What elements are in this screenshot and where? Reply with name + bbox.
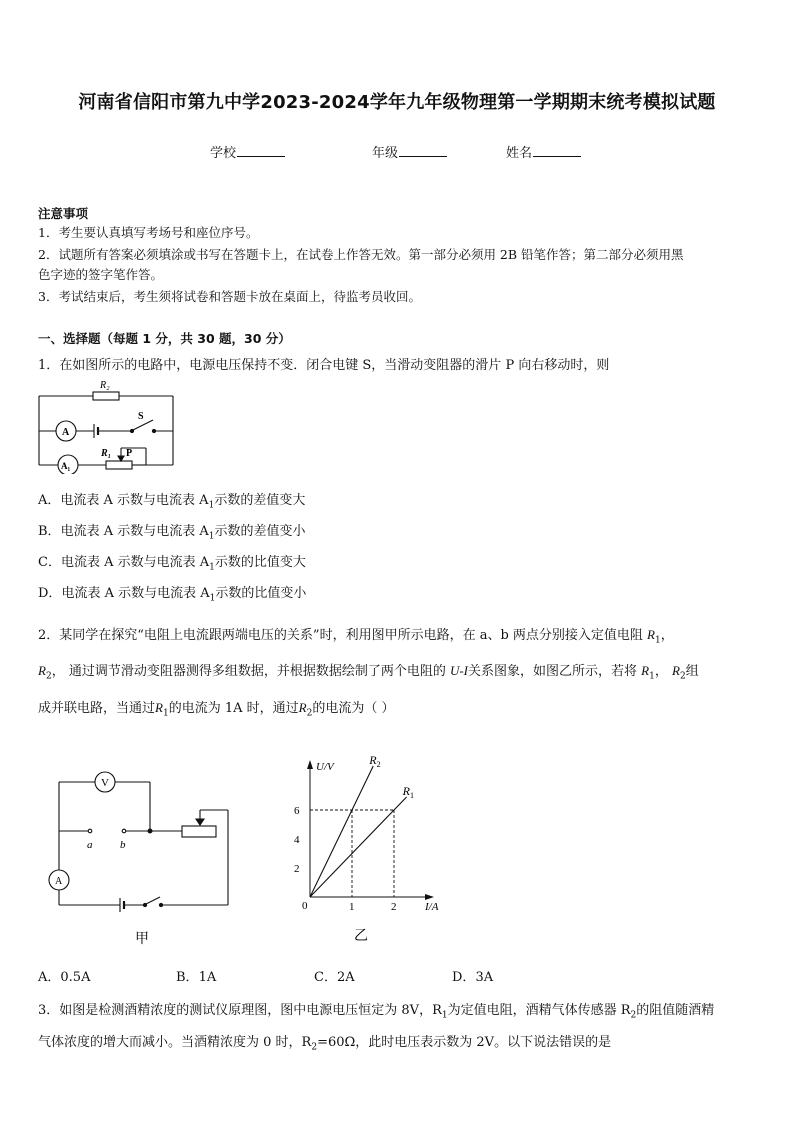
q1-stem: 1．在如图所示的电路中，电源电压保持不变．闭合电键 S，当滑动变阻器的滑片 P 向右移动时，则 xyxy=(38,358,610,373)
q2-option-a[interactable] xyxy=(38,966,90,985)
label-a: A xyxy=(55,876,63,887)
name-field xyxy=(506,142,581,161)
grade-blank[interactable] xyxy=(399,144,447,157)
x-axis-label: I/A xyxy=(425,901,439,913)
q2-text: 的电流为 1A 时，通过 xyxy=(168,701,299,716)
option-text: 3A xyxy=(475,970,494,985)
q3-sub: 1 xyxy=(441,1010,448,1021)
q2-var-sub: 1 xyxy=(649,671,655,682)
q2-var-sub: 2 xyxy=(45,671,52,682)
label-a: A xyxy=(62,427,70,438)
q1-option-b[interactable] xyxy=(38,520,306,542)
notes-heading: 注意事项 xyxy=(38,206,89,221)
q1-circuit-diagram xyxy=(36,376,178,474)
option-letter: C． xyxy=(314,970,337,985)
switch xyxy=(146,897,160,904)
q2-line-2: $R_2$， 通过调节滑动变阻器测得多组数据，并根据数据绘制了两个电阻的 U-I关系图象，如图乙所示，若将 $R_1$， $R_2$组 xyxy=(38,663,699,682)
label-a1: A₁ xyxy=(61,461,71,471)
x-tick-label: 1 xyxy=(349,901,355,913)
q2-option-d[interactable] xyxy=(452,966,493,985)
q2-text: 关系图象，如图乙所示，若将 xyxy=(468,664,638,679)
option-text: 2A xyxy=(336,970,355,985)
q2-var-sub: 2 xyxy=(679,671,686,682)
q2-var-r1: R xyxy=(155,700,163,715)
q2-var-r1: R xyxy=(641,663,650,678)
q2-text: 成并联电路，当通过 xyxy=(38,701,156,716)
q2-line-1 xyxy=(38,624,674,646)
label-v: V xyxy=(101,777,109,789)
q2-option-c[interactable] xyxy=(314,966,355,985)
x-tick-label: 2 xyxy=(391,901,397,913)
q1-option-d[interactable] xyxy=(38,582,306,604)
terminal-b xyxy=(122,829,126,833)
option-letter: A． xyxy=(38,970,61,985)
option-letter: B． xyxy=(38,524,61,539)
q2-circuit-jia xyxy=(40,762,240,952)
option-letter: B． xyxy=(176,970,199,985)
label-jia: 甲 xyxy=(135,932,149,947)
option-letter: C． xyxy=(38,555,61,570)
series-label-r2: $R_2$ xyxy=(369,753,381,769)
x-tick-label: 0 xyxy=(302,900,308,912)
rheostat xyxy=(182,826,216,837)
option-letter: D． xyxy=(452,970,476,985)
label-yi: 乙 xyxy=(354,929,368,944)
q2-ui-chart xyxy=(290,752,450,952)
q2-line-3 xyxy=(38,697,394,719)
school-blank[interactable] xyxy=(237,144,285,157)
option-text: 0.5A xyxy=(60,970,91,985)
q2-text: 2．某同学在探究“电阻上电流跟两端电压的关系”时，利用图甲所示电路，在 a、b 两点分别接入定值电阻 xyxy=(38,628,643,643)
q2-var-sub: 2 xyxy=(306,708,313,719)
series-line-r2 xyxy=(310,766,373,897)
option-sub: 1 xyxy=(208,531,215,542)
q3-line-2 xyxy=(38,1031,611,1053)
option-tail: 示数的比值变小 xyxy=(215,586,307,601)
q1-option-a[interactable] xyxy=(38,489,305,511)
option-tail: 示数的比值变大 xyxy=(214,555,306,570)
q3-text: 的阻值随酒精 xyxy=(636,1003,715,1018)
q2-var-r2: R xyxy=(38,663,46,678)
option-sub: 1 xyxy=(209,593,216,604)
q2-var-sub: 1 xyxy=(655,635,661,646)
page-title: 河南省信阳市第九中学2023-2024学年九年级物理第一学期期末统考模拟试题 xyxy=(78,92,716,113)
q2-text: ， xyxy=(660,628,674,643)
label-s: S xyxy=(138,411,144,422)
q2-var-r1: R xyxy=(647,627,655,642)
y-tick-label: 6 xyxy=(294,805,300,817)
option-text: 电流表 A 示数与电流表 A xyxy=(60,493,209,508)
slider-p xyxy=(118,456,124,461)
q3-text: 为定值电阻，酒精气体传感器 R xyxy=(447,1003,631,1018)
option-text: 电流表 A 示数与电流表 A xyxy=(61,586,210,601)
school-label: 学校 xyxy=(210,146,237,161)
r1-rheostat xyxy=(106,461,132,469)
note-item: 色字迹的签字笔作答。 xyxy=(38,267,164,282)
q2-var-r2: R xyxy=(298,700,307,715)
option-sub: 1 xyxy=(209,562,215,573)
q2-text: 组 xyxy=(685,664,699,679)
name-label: 姓名 xyxy=(506,146,533,161)
label-p: P xyxy=(126,448,133,459)
label-r2: R₂ xyxy=(100,380,110,391)
grade-field xyxy=(372,142,447,161)
option-letter: A． xyxy=(38,493,61,508)
q3-sub: 2 xyxy=(311,1042,318,1053)
label-pt-a: a xyxy=(87,839,93,851)
q3-text: =60Ω，此时电压表示数为 2V。以下说法错误的是 xyxy=(317,1035,612,1050)
q2-var-ui: U-I xyxy=(449,663,469,678)
q1-option-c[interactable] xyxy=(38,551,306,573)
y-tick-label: 4 xyxy=(294,834,300,846)
note-item: 2．试题所有答案必须填涂或书写在答题卡上，在试卷上作答无效。第一部分必须用 2B 铅笔作答；第二部分必须用黑 xyxy=(38,247,684,262)
r2-resistor xyxy=(93,392,119,400)
q3-text: 3．如图是检测酒精浓度的测试仪原理图，图中电源电压恒定为 8V，R xyxy=(38,1003,442,1018)
note-item: 1．考生要认真填写考场号和座位序号。 xyxy=(38,225,259,240)
name-blank[interactable] xyxy=(533,144,581,157)
q2-text: 的电流为（ ） xyxy=(312,701,395,716)
q2-text: ， 通过调节滑动变阻器测得多组数据，并根据数据绘制了两个电阻的 xyxy=(51,664,446,679)
option-sub: 1 xyxy=(208,500,215,511)
q3-text: 气体浓度的增大而减小。当酒精浓度为 0 时，R xyxy=(38,1035,312,1050)
option-text: 1A xyxy=(198,970,217,985)
q3-sub: 2 xyxy=(630,1010,637,1021)
q3-line-1 xyxy=(38,999,714,1021)
school-field xyxy=(210,142,285,161)
option-tail: 示数的差值变大 xyxy=(214,493,306,508)
q2-var-r2: R xyxy=(672,663,680,678)
q2-option-b[interactable] xyxy=(176,966,216,985)
note-item: 3．考试结束后，考生须将试卷和答题卡放在桌面上，待监考员收回。 xyxy=(38,289,421,304)
y-tick-label: 2 xyxy=(294,863,300,875)
label-pt-b: b xyxy=(120,839,126,851)
series-line-r1 xyxy=(310,797,407,897)
option-text: 电流表 A 示数与电流表 A xyxy=(60,524,209,539)
rheostat-slider xyxy=(196,819,204,825)
section-heading: 一、选择题（每题 1 分，共 30 题，30 分） xyxy=(38,331,291,346)
option-text: 电流表 A 示数与电流表 A xyxy=(60,555,210,570)
y-axis-label: U/V xyxy=(316,761,334,773)
grade-label: 年级 xyxy=(372,146,399,161)
terminal-a xyxy=(88,829,92,833)
series-label-r1: $R_1$ xyxy=(402,783,414,800)
option-tail: 示数的差值变小 xyxy=(214,524,306,539)
q2-var-sub: 1 xyxy=(162,708,169,719)
option-letter: D． xyxy=(38,586,62,601)
label-r1: R₁ xyxy=(101,448,112,459)
